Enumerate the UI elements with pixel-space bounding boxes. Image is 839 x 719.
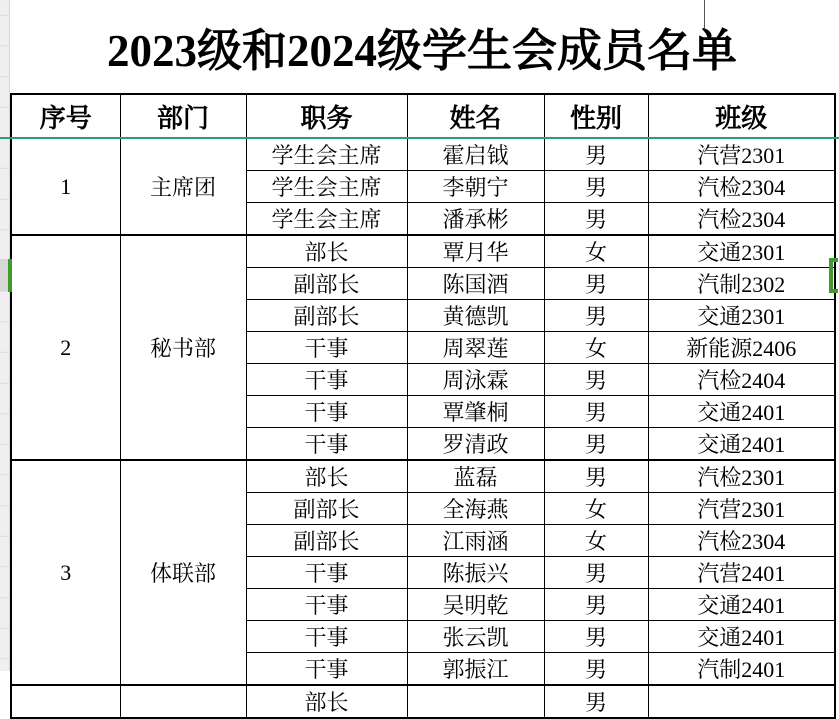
- cell-name[interactable]: [407, 685, 544, 718]
- cell-post[interactable]: 干事: [246, 557, 407, 589]
- header-cell-class[interactable]: 班级: [648, 94, 835, 138]
- header-row: [11, 94, 835, 138]
- cell-post[interactable]: 干事: [246, 621, 407, 653]
- cell-class[interactable]: 汽检2404: [648, 364, 835, 396]
- cell-gender[interactable]: 男: [544, 300, 648, 332]
- cell-gender[interactable]: 女: [544, 235, 648, 268]
- freeze-pane-line: [0, 137, 839, 139]
- cell-name[interactable]: 陈振兴: [407, 557, 544, 589]
- cell-post[interactable]: 干事: [246, 653, 407, 686]
- cell-class[interactable]: 汽营2301: [648, 493, 835, 525]
- cell-class[interactable]: 交通2301: [648, 300, 835, 332]
- table-row: [11, 460, 835, 493]
- cell-name[interactable]: 李朝宁: [407, 171, 544, 203]
- cell-gender[interactable]: 男: [544, 396, 648, 428]
- cell-class[interactable]: 汽制2302: [648, 268, 835, 300]
- cell-gender[interactable]: 男: [544, 653, 648, 686]
- cell-name[interactable]: 周翠莲: [407, 332, 544, 364]
- cell-gender[interactable]: 男: [544, 203, 648, 236]
- cell-name[interactable]: 罗清政: [407, 428, 544, 461]
- cell-gender[interactable]: 女: [544, 493, 648, 525]
- cell-class[interactable]: 汽营2401: [648, 557, 835, 589]
- cell-class[interactable]: 交通2401: [648, 589, 835, 621]
- cell-gender[interactable]: 男: [544, 621, 648, 653]
- table-row: [11, 138, 835, 171]
- cell-class[interactable]: 汽营2301: [648, 138, 835, 171]
- cell-post[interactable]: 干事: [246, 332, 407, 364]
- sheet-title[interactable]: 2023级和2024级学生会成员名单: [106, 25, 737, 76]
- member-table: [10, 93, 836, 719]
- cell-post[interactable]: 副部长: [246, 300, 407, 332]
- selection-border-right-bracket: [829, 258, 838, 293]
- row-header-strip[interactable]: [0, 0, 10, 671]
- cell-seq[interactable]: [11, 685, 120, 718]
- cell-class[interactable]: 汽检2304: [648, 171, 835, 203]
- cell-name[interactable]: 吴明乾: [407, 589, 544, 621]
- cell-dept[interactable]: 主席团: [120, 138, 246, 235]
- cell-dept[interactable]: 秘书部: [120, 235, 246, 460]
- cell-post[interactable]: 学生会主席: [246, 203, 407, 236]
- cell-class[interactable]: 汽检2304: [648, 203, 835, 236]
- cell-gender[interactable]: 男: [544, 589, 648, 621]
- cell-seq[interactable]: 2: [11, 235, 120, 460]
- cell-class[interactable]: 汽检2301: [648, 460, 835, 493]
- cell-class[interactable]: 新能源2406: [648, 332, 835, 364]
- cell-dept[interactable]: [120, 685, 246, 718]
- cell-name[interactable]: 潘承彬: [407, 203, 544, 236]
- cell-post[interactable]: 干事: [246, 364, 407, 396]
- cell-post[interactable]: 副部长: [246, 525, 407, 557]
- cell-gender[interactable]: 女: [544, 332, 648, 364]
- cell-gender[interactable]: 男: [544, 138, 648, 171]
- header-cell-post[interactable]: 职务: [246, 94, 407, 138]
- cell-name[interactable]: 周泳霖: [407, 364, 544, 396]
- cell-name[interactable]: 陈国酒: [407, 268, 544, 300]
- cell-gender[interactable]: 男: [544, 460, 648, 493]
- cell-gender[interactable]: 男: [544, 171, 648, 203]
- cell-name[interactable]: 郭振江: [407, 653, 544, 686]
- cell-gender[interactable]: 男: [544, 268, 648, 300]
- cell-class[interactable]: 交通2401: [648, 428, 835, 461]
- cell-dept[interactable]: 体联部: [120, 460, 246, 685]
- cell-post[interactable]: 干事: [246, 589, 407, 621]
- cell-post[interactable]: 学生会主席: [246, 138, 407, 171]
- cell-name[interactable]: 张云凯: [407, 621, 544, 653]
- cell-name[interactable]: 覃肇桐: [407, 396, 544, 428]
- cell-name[interactable]: 蓝磊: [407, 460, 544, 493]
- cell-name[interactable]: 江雨涵: [407, 525, 544, 557]
- cell-post[interactable]: 部长: [246, 460, 407, 493]
- cell-class[interactable]: [648, 685, 835, 718]
- cell-class[interactable]: 交通2401: [648, 621, 835, 653]
- cell-seq[interactable]: 1: [11, 138, 120, 235]
- cell-name[interactable]: 全海燕: [407, 493, 544, 525]
- header-cell-seq[interactable]: 序号: [11, 94, 120, 138]
- cell-gender[interactable]: 男: [544, 557, 648, 589]
- cell-class[interactable]: 交通2301: [648, 235, 835, 268]
- table-row-partial: [11, 685, 835, 718]
- cell-post[interactable]: 副部长: [246, 268, 407, 300]
- cell-gender[interactable]: 男: [544, 364, 648, 396]
- header-cell-name[interactable]: 姓名: [407, 94, 544, 138]
- cell-name[interactable]: 黄德凯: [407, 300, 544, 332]
- header-cell-dept[interactable]: 部门: [120, 94, 246, 138]
- cell-post[interactable]: 学生会主席: [246, 171, 407, 203]
- cell-class[interactable]: 交通2401: [648, 396, 835, 428]
- selection-border-left: [8, 259, 12, 292]
- header-cell-gender[interactable]: 性别: [544, 94, 648, 138]
- table-row: [11, 235, 835, 268]
- cell-gender[interactable]: 女: [544, 525, 648, 557]
- cell-gender[interactable]: 男: [544, 685, 648, 718]
- cell-class[interactable]: 汽制2401: [648, 653, 835, 686]
- cell-post[interactable]: 部长: [246, 685, 407, 718]
- cell-seq[interactable]: 3: [11, 460, 120, 685]
- cell-post[interactable]: 干事: [246, 396, 407, 428]
- cell-post[interactable]: 副部长: [246, 493, 407, 525]
- cell-post[interactable]: 干事: [246, 428, 407, 461]
- cell-name[interactable]: 覃月华: [407, 235, 544, 268]
- cell-post[interactable]: 部长: [246, 235, 407, 268]
- cell-class[interactable]: 汽检2304: [648, 525, 835, 557]
- cell-gender[interactable]: 男: [544, 428, 648, 461]
- cell-name[interactable]: 霍启钺: [407, 138, 544, 171]
